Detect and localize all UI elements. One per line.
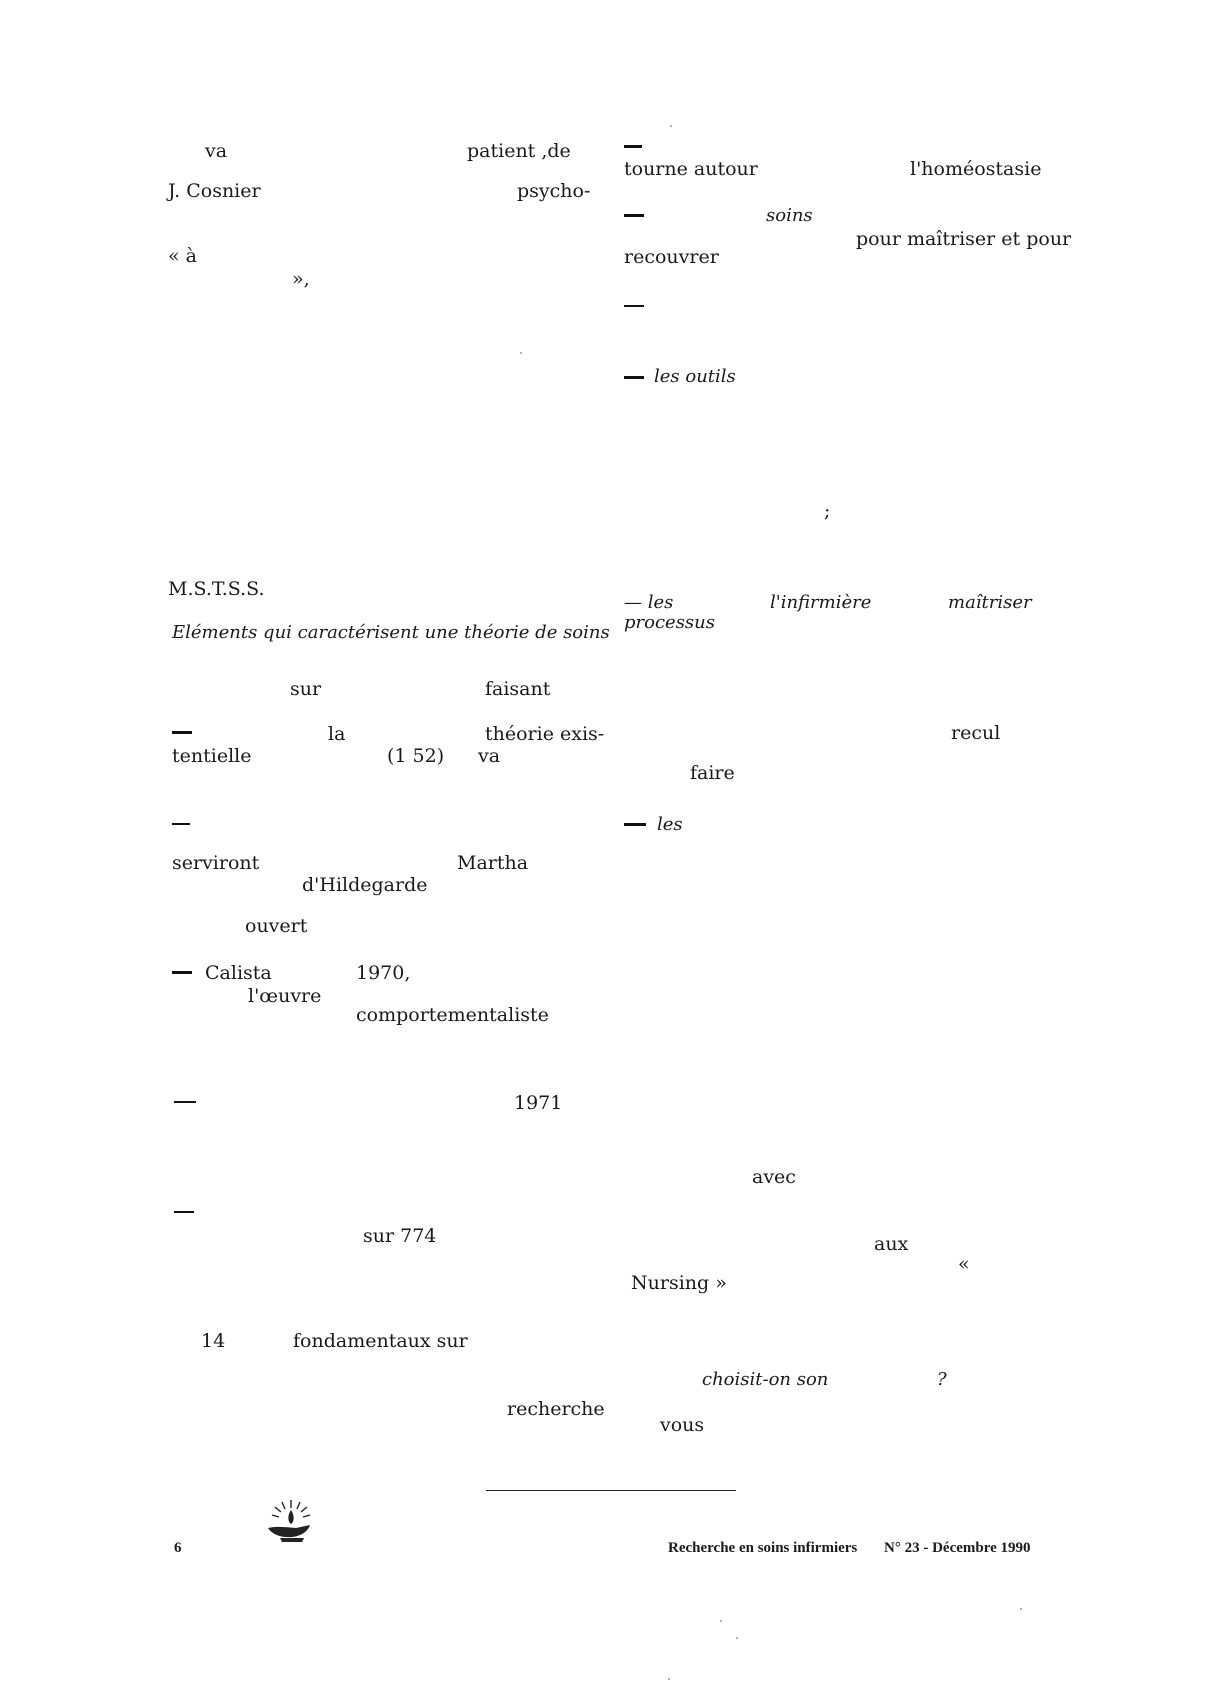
list-dash <box>624 376 644 379</box>
left-text-fondamentaux: fondamentaux sur <box>293 1330 468 1352</box>
right-text-vous: vous <box>660 1414 705 1436</box>
lamp-icon <box>262 1498 320 1546</box>
list-dash <box>174 1211 194 1213</box>
left-text-serviront: serviront <box>172 852 260 874</box>
right-text-infirmiere: l'infirmière <box>770 592 872 613</box>
left-text-hildegarde: d'Hildegarde <box>302 874 428 896</box>
right-text-recul: recul <box>951 722 1001 744</box>
left-text-mstss: M.S.T.S.S. <box>168 578 265 600</box>
right-text-maitriser-italic: maîtriser <box>948 592 1032 613</box>
left-text-cosnier: J. Cosnier <box>168 180 261 202</box>
right-text-aux: aux <box>874 1233 909 1255</box>
list-dash <box>624 214 644 217</box>
left-text-comportementaliste: comportementaliste <box>356 1004 549 1026</box>
lamp-logo <box>262 1498 320 1546</box>
scan-speck <box>1020 1608 1022 1610</box>
right-text-semicolon: ; <box>824 500 831 522</box>
scan-speck <box>520 352 522 354</box>
list-dash <box>172 731 192 734</box>
left-text-theorie-exis: théorie exis- <box>485 723 605 745</box>
right-text-avec: avec <box>752 1166 796 1188</box>
right-text-homeostasie: l'homéostasie <box>910 158 1042 180</box>
left-text-sur: sur <box>290 678 322 700</box>
left-text-14: 14 <box>201 1330 226 1352</box>
list-dash <box>172 823 190 825</box>
left-text-sur-774: sur 774 <box>363 1225 437 1247</box>
right-text-choisit: choisit-on son <box>702 1369 829 1390</box>
list-dash <box>624 305 644 307</box>
right-text-processus: processus <box>624 612 716 633</box>
left-text-quote-close: », <box>292 268 310 290</box>
journal-title: Recherche en soins infirmiers <box>668 1540 858 1556</box>
right-text-tourne-autour: tourne autour <box>624 158 758 180</box>
section-heading: Eléments qui caractérisent une théorie de soins <box>172 622 610 643</box>
scan-speck <box>736 1637 738 1639</box>
right-text-les: — les <box>624 592 674 613</box>
right-text-soins: soins <box>766 205 813 226</box>
left-text-recherche: recherche <box>507 1398 605 1420</box>
left-text-1971: 1971 <box>514 1092 563 1114</box>
left-text-patient-de: patient ,de <box>467 140 571 162</box>
left-text-la: la <box>328 723 346 745</box>
left-text-year-paren: (1 52) <box>387 745 445 767</box>
left-text-tentielle: tentielle <box>172 745 252 767</box>
right-text-maitriser: pour maîtriser et pour <box>856 228 1072 250</box>
left-text-1970: 1970, <box>356 962 411 984</box>
right-text-nursing: Nursing » <box>631 1272 727 1294</box>
left-text-martha: Martha <box>457 852 529 874</box>
left-text-quote-open: « à <box>168 245 197 267</box>
page-number: 6 <box>174 1540 182 1556</box>
left-text-ouvert: ouvert <box>245 915 308 937</box>
scan-speck <box>720 1620 722 1622</box>
right-text-guillemet: « <box>958 1253 970 1275</box>
list-dash <box>624 145 642 148</box>
list-dash <box>174 1101 196 1103</box>
scan-speck <box>670 125 672 127</box>
list-dash <box>624 823 646 826</box>
right-text-question: ? <box>937 1369 947 1390</box>
list-dash <box>172 971 192 974</box>
right-text-faire: faire <box>690 762 735 784</box>
left-text-faisant: faisant <box>485 678 551 700</box>
issue-info: N° 23 - Décembre 1990 <box>884 1540 1031 1556</box>
right-text-recouvrer: recouvrer <box>624 246 719 268</box>
left-text-oeuvre: l'œuvre <box>248 985 322 1007</box>
left-text-calista: Calista <box>205 962 272 984</box>
scan-speck <box>668 1678 670 1680</box>
left-text-va: va <box>205 140 228 162</box>
left-text-va-2: va <box>478 745 501 767</box>
right-text-outils: les outils <box>654 366 736 387</box>
left-text-psycho: psycho- <box>517 180 591 202</box>
right-text-les-2: les <box>657 814 683 835</box>
footnote-rule <box>486 1490 736 1491</box>
